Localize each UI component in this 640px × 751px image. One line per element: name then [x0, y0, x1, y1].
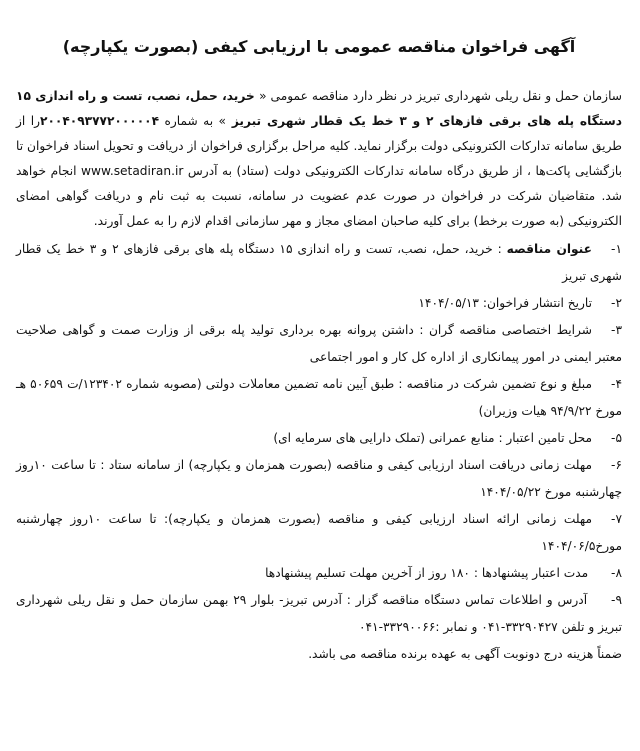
intro-text-2: » به شماره	[159, 114, 227, 128]
list-item	[16, 560, 622, 587]
item-text: مدت اعتبار پیشنهادها : ۱۸۰ روز از آخرین مهلت تسلیم پیشنهادها	[265, 566, 592, 580]
intro-text-3: را از طریق سامانه تدارکات الکترونیکی دولت برگزار نماید. کلیه مراحل برگزاری فراخوان از دریافت و تحویل اسناد فراخوان تا بازگشایی پاکت‌ها ، از طریق درگاه سامانه تدارکات الکترونیکی دولت (ستاد) به آدرس	[16, 114, 622, 178]
item-number: ۵-	[611, 431, 622, 445]
item-number: ۶-	[611, 458, 622, 472]
item-number: ۲-	[611, 296, 622, 310]
list-item	[16, 236, 622, 290]
item-text: شرایط اختصاصی مناقصه گران : داشتن پروانه بهره برداری تولید پله برقی از وزارت صمت و گواهی صلاحیت معتبر ایمنی در امور پیمانکاری از اداره کل کار و امور اجتماعی	[16, 323, 622, 364]
item-text: : خرید، حمل، نصب، تست و راه اندازی ۱۵ دستگاه پله های برقی فازهای ۲ و ۳ خط یک قطار شهری تبریز	[16, 242, 622, 283]
item-number: ۱-	[611, 242, 622, 256]
page-title: آگهی فراخوان مناقصه عمومی با ارزیابی کیفی (بصورت یکپارچه)	[62, 37, 576, 56]
website-link[interactable]: www.setadiran.ir	[81, 164, 184, 178]
tender-subject: خرید، حمل، نصب، تست و راه اندازی ۱۵ دستگاه پله های برقی فازهای ۲ و ۳ خط یک قطار شهری تبریز	[16, 89, 623, 128]
conditions-list	[16, 236, 622, 641]
list-item	[16, 587, 622, 641]
intro-paragraph	[16, 84, 622, 234]
item-number: ۳-	[611, 323, 622, 337]
tender-number: ۲۰۰۴۰۹۳۷۷۲۰۰۰۰۰۴	[40, 114, 160, 128]
item-number: ۷-	[611, 512, 622, 526]
list-item	[16, 425, 622, 452]
item-text: آدرس و اطلاعات تماس دستگاه مناقصه گزار : آدرس تبریز- بلوار ۲۹ بهمن سازمان حمل و نقل ریلی شهرداری تبریز و تلفن ۳۳۲۹۰۴۲۷-۰۴۱ و نمابر :۳۳۲۹۰۰۶۶-۰۴۱	[16, 593, 622, 634]
item-label: عنوان مناقصه	[506, 242, 592, 256]
item-number: ۸-	[611, 566, 622, 580]
intro-text-4: انجام خواهد شد. متقاضیان شرکت در فراخوان در صورت عدم عضویت در سامانه، نسبت به ثبت نام و دریافت گواهی امضای الکترونیکی (به صورت برخط) برای کلیه صاحبان امضای مجاز و مهر سازمانی اقدام لازم را به عمل آورند.	[16, 164, 622, 228]
item-text: مهلت زمانی ارائه اسناد ارزیابی کیفی و مناقصه (بصورت همزمان و یکپارچه): تا ساعت ۱۰روز چهارشنبه مورخ۱۴۰۴/۰۶/۵	[16, 512, 622, 553]
item-number: ۴-	[611, 377, 622, 391]
list-item	[16, 317, 622, 371]
list-item	[16, 506, 622, 560]
list-item	[16, 290, 622, 317]
item-text: محل تامین اعتبار : منابع عمرانی (تملک دارایی های سرمایه ای)	[273, 431, 592, 445]
item-number: ۹-	[611, 593, 622, 607]
list-item	[16, 371, 622, 425]
list-item	[16, 452, 622, 506]
intro-text-1: سازمان حمل و نقل ریلی شهرداری تبریز در نظر دارد مناقصه عمومی «	[259, 89, 622, 103]
item-text: تاریخ انتشار فراخوان: ۱۴۰۴/۰۵/۱۳	[418, 296, 592, 310]
footer-note: ضمناً هزینه درج دونوبت آگهی به عهده برنده مناقصه می باشد.	[308, 647, 622, 661]
item-text: مبلغ و نوع تضمین شرکت در مناقصه : طبق آیین نامه تضمین معاملات دولتی (مصوبه شماره ۱۲۳۴۰۲/ت ۵۰۶۵۹ هـ مورخ ۹۴/۹/۲۲ هیات وزیران)	[16, 377, 622, 418]
item-text: مهلت زمانی دریافت اسناد ارزیابی کیفی و مناقصه (بصورت همزمان و یکپارچه) از سامانه ستاد : تا ساعت ۱۰روز چهارشنبه مورخ ۱۴۰۴/۰۵/۲۲	[16, 458, 622, 499]
